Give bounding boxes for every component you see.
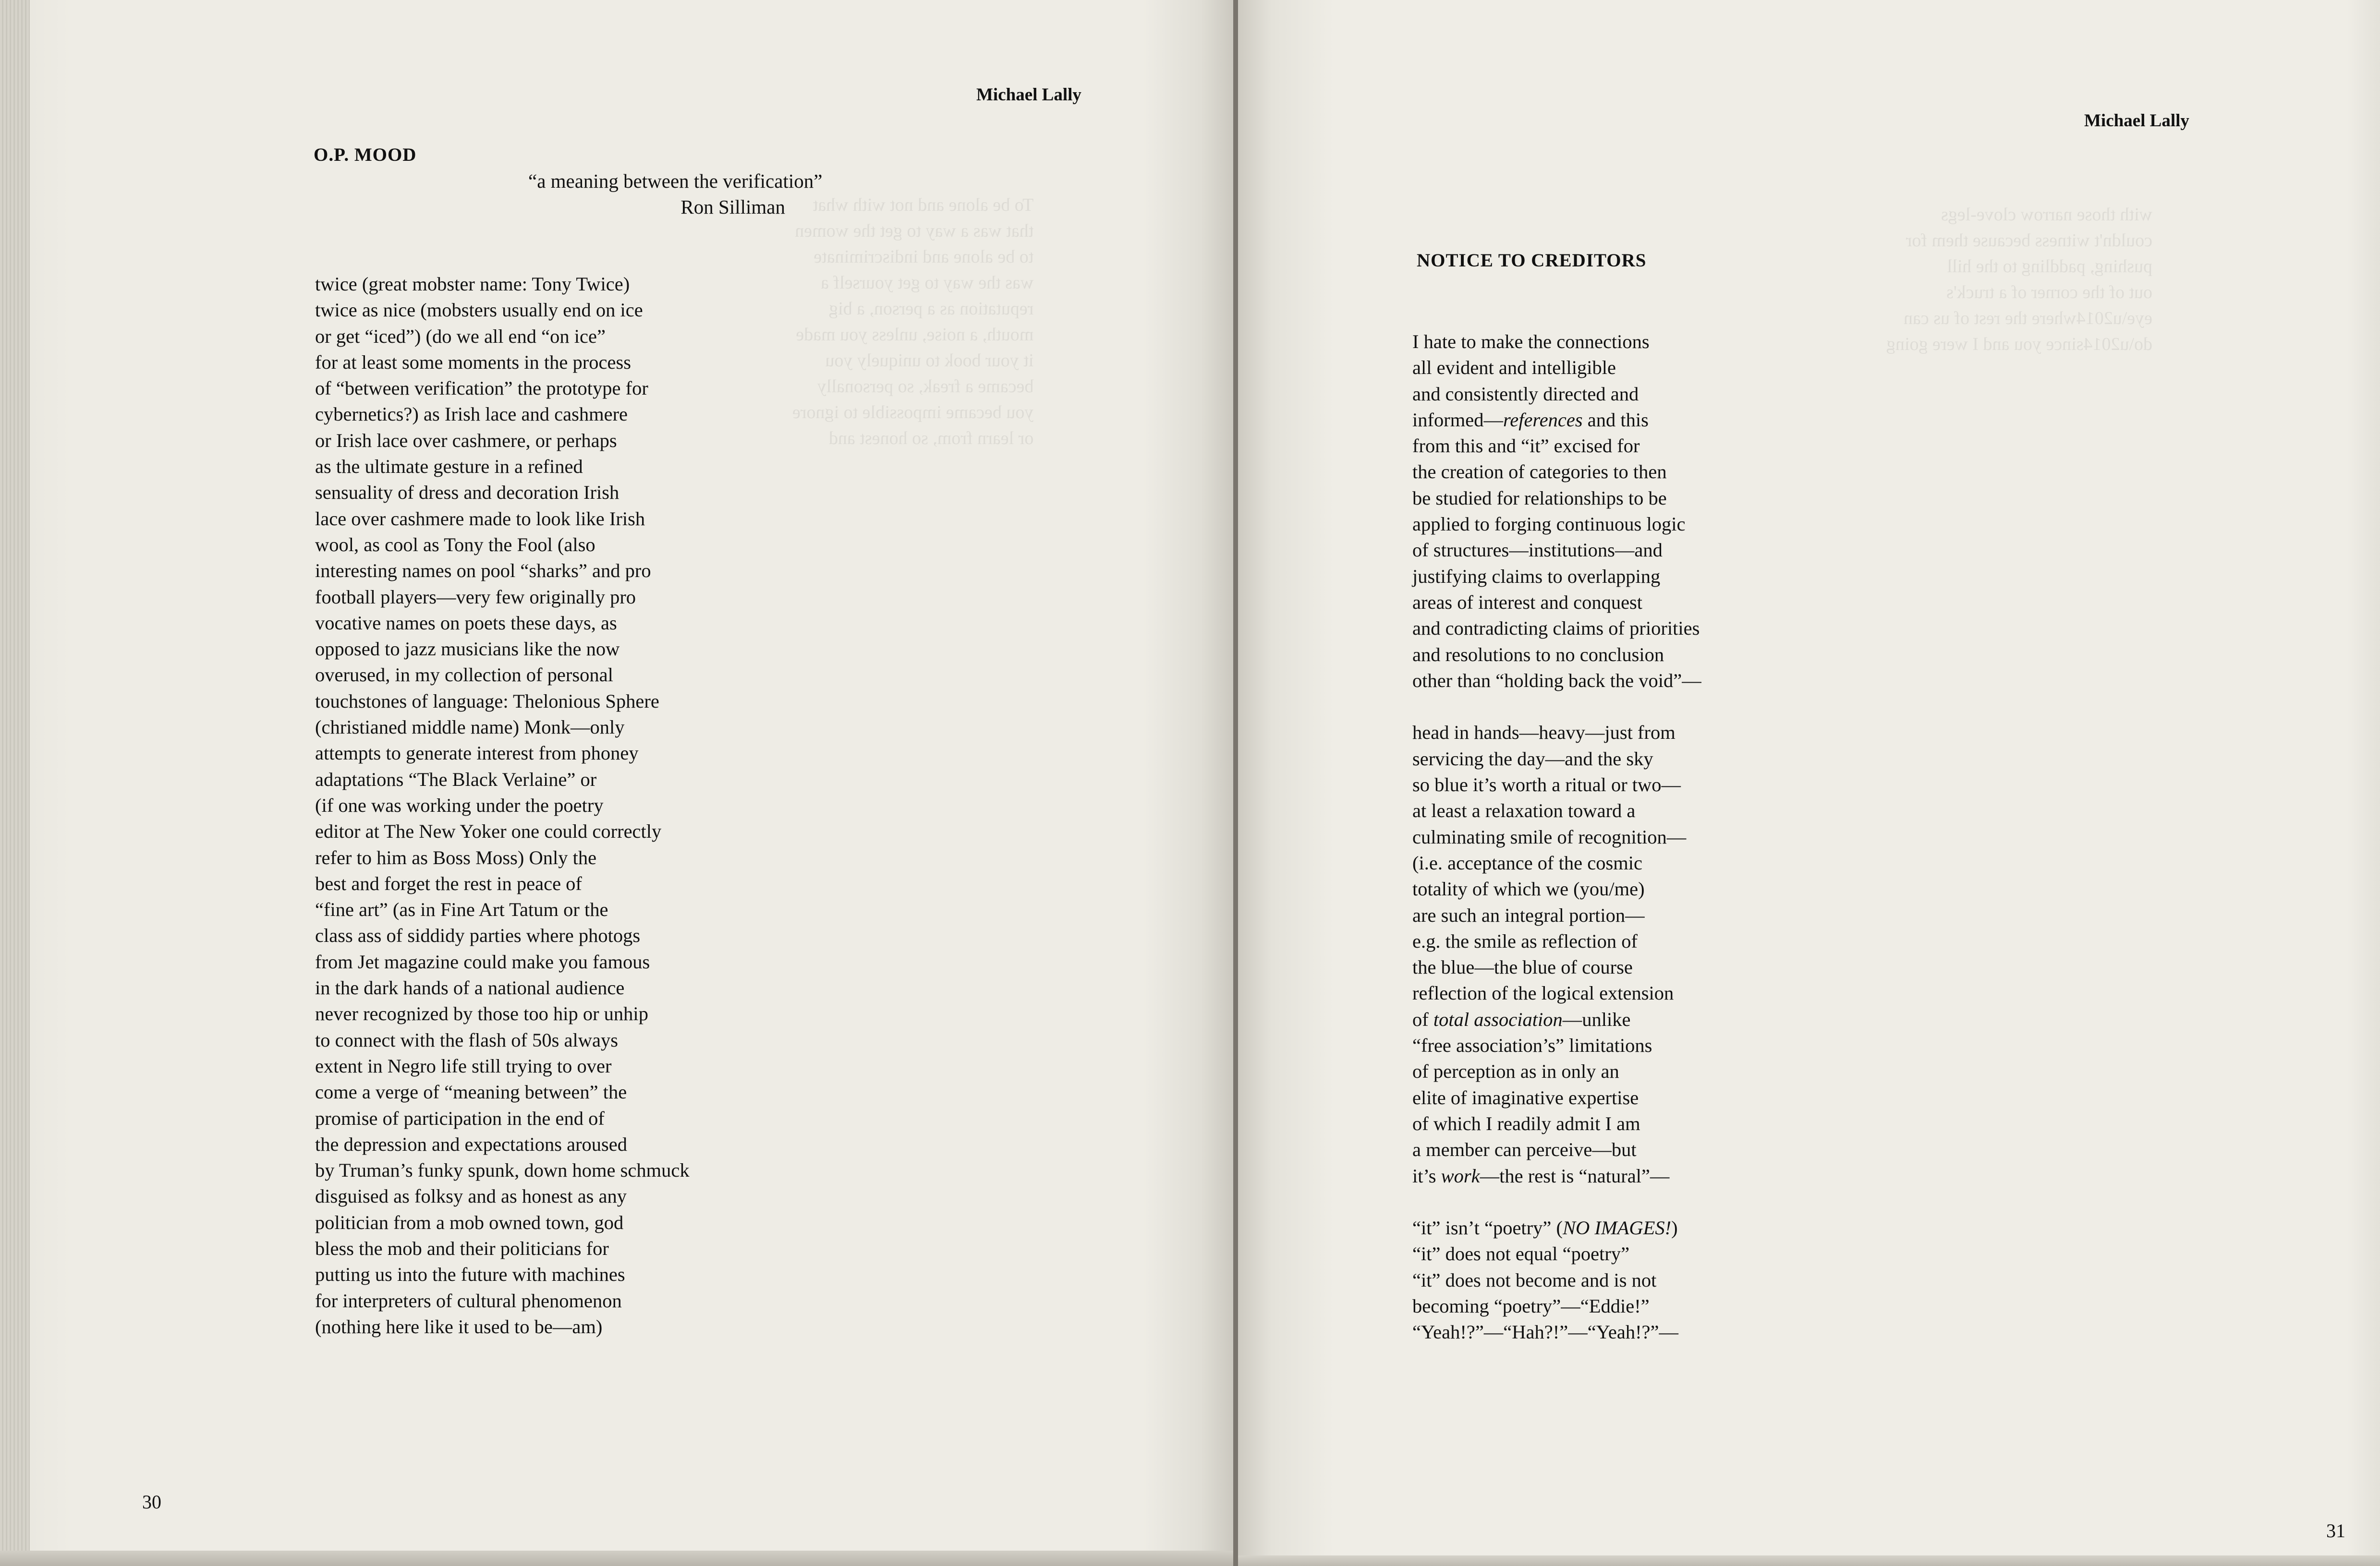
poem-line: servicing the day—and the sky <box>1412 747 1653 770</box>
poem-line: of “between verification” the prototype for <box>315 377 648 399</box>
poem-line: and consistently directed and <box>1412 383 1639 405</box>
poem-line: “free association’s” limitations <box>1412 1035 1652 1057</box>
poem-line: touchstones of language: Thelonious Sphere <box>315 690 659 712</box>
poem-line: applied to forging continuous logic <box>1412 513 1686 535</box>
poem-line: politician from a mob owned town, god <box>315 1211 624 1233</box>
poem-line: and resolutions to no conclusion <box>1412 643 1664 665</box>
poem-line: best and forget the rest in peace of <box>315 872 582 894</box>
poem-line: I hate to make the connections <box>1412 331 1650 352</box>
poem-line: editor at The New Yoker one could correctly <box>315 820 662 843</box>
poem-line: cybernetics?) as Irish lace and cashmere <box>315 403 628 425</box>
poem-line: vocative names on poets these days, as <box>315 612 617 634</box>
poem-line: so blue it’s worth a ritual or two— <box>1412 774 1681 796</box>
poem-line: putting us into the future with machines <box>315 1264 625 1286</box>
poem-line: promise of participation in the end of <box>315 1107 605 1129</box>
poem-line: bless the mob and their politicians for <box>315 1237 609 1259</box>
poem-line: football players—very few originally pro <box>315 586 636 608</box>
poem-line: are such an integral portion— <box>1412 904 1645 926</box>
poem-line: informed—references and this <box>1412 409 1649 431</box>
poem-line: from this and “it” excised for <box>1412 435 1640 457</box>
poem-line: it’s work—the rest is “natural”— <box>1412 1165 1670 1187</box>
poem-line: by Truman’s funky spunk, down home schmuck <box>315 1159 690 1181</box>
page-number: 31 <box>2326 1520 2345 1542</box>
epigraph-attribution: Ron Silliman <box>680 196 785 218</box>
poem-line: twice (great mobster name: Tony Twice) <box>315 273 630 295</box>
poem-line: the blue—the blue of course <box>1412 956 1633 978</box>
poem-line: of which I readily admit I am <box>1412 1112 1640 1134</box>
epigraph <box>528 168 822 220</box>
poem-line: “Yeah!?”—“Hah?!”—“Yeah!?”— <box>1412 1321 1679 1343</box>
show-through-text: To be alone and not with what that was a way to get the women to be alone and indiscriminate was the way to get yourself a reputation as a person, a big mouth, a noise, unless you made it your book to uniquely you became a freak, so personally you became impossible to ignore or learn from, so honest and <box>792 195 1034 448</box>
poem-line: of perception as in only an <box>1412 1060 1619 1083</box>
poem-line: never recognized by those too hip or unhip <box>315 1003 648 1025</box>
show-through-text: with those narrow clove-legs couldn't witness because them for pushing, paddling to the hill out of the corner of a truck's eye\u2014where the rest of us can do\u2014since you and I were going <box>1886 205 2153 354</box>
page-edges <box>0 0 30 1566</box>
poem-line: “it” does not become and is not <box>1412 1269 1657 1291</box>
poem-line: the creation of categories to then <box>1412 461 1667 483</box>
stanza-break <box>1412 1189 1701 1215</box>
poem-line: adaptations “The Black Verlaine” or <box>315 768 597 790</box>
poem-line: totality of which we (you/me) <box>1412 878 1645 900</box>
epigraph-quote: “a meaning between the verification” <box>528 170 823 192</box>
page-number: 30 <box>142 1491 161 1513</box>
poem-line: overused, in my collection of personal <box>315 664 613 686</box>
poem-line: disguised as folksy and as honest as any <box>315 1185 627 1207</box>
poem-line: other than “holding back the void”— <box>1412 669 1701 691</box>
poem-line: from Jet magazine could make you famous <box>315 951 650 973</box>
poem-line: the depression and expectations aroused <box>315 1133 628 1155</box>
poem-body <box>1412 329 1701 1346</box>
poem-line: wool, as cool as Tony the Fool (also <box>315 533 595 555</box>
poem-line: “it” isn’t “poetry” (NO IMAGES!) <box>1412 1217 1678 1239</box>
poem-line: for at least some moments in the process <box>315 351 631 373</box>
stanza-break <box>1412 694 1701 720</box>
poem-line: all evident and intelligible <box>1412 357 1616 379</box>
poem-line: a member can perceive—but <box>1412 1139 1637 1161</box>
running-head-author: Michael Lally <box>2084 111 2189 131</box>
poem-line: come a verge of “meaning between” the <box>315 1081 627 1103</box>
poem-line: culminating smile of recognition— <box>1412 826 1687 848</box>
poem-line: areas of interest and conquest <box>1412 591 1643 613</box>
page-edges-bottom <box>1238 1555 2380 1566</box>
right-page <box>1238 0 2380 1566</box>
poem-line: (christianed middle name) Monk—only <box>315 716 625 738</box>
poem-line: or get “iced”) (do we all end “on ice” <box>315 325 606 347</box>
poem-body <box>315 271 690 1340</box>
poem-line: of total association—unlike <box>1412 1008 1631 1030</box>
poem-line: attempts to generate interest from phoney <box>315 742 639 764</box>
poem-line: refer to him as Boss Moss) Only the <box>315 846 597 868</box>
poem-line: “it” does not equal “poetry” <box>1412 1243 1630 1265</box>
poem-line: be studied for relationships to be <box>1412 487 1667 509</box>
poem-line: “fine art” (as in Fine Art Tatum or the <box>315 899 608 921</box>
poem-line: in the dark hands of a national audience <box>315 977 625 999</box>
poem-title: NOTICE TO CREDITORS <box>1417 250 1647 271</box>
poem-line: opposed to jazz musicians like the now <box>315 638 620 660</box>
poem-line: (i.e. acceptance of the cosmic <box>1412 852 1642 874</box>
poem-line: class ass of siddidy parties where photogs <box>315 925 641 947</box>
poem-line: or Irish lace over cashmere, or perhaps <box>315 429 617 451</box>
poem-line: (if one was working under the poetry <box>315 794 604 816</box>
poem-title: O.P. MOOD <box>314 145 417 165</box>
poem-line: and contradicting claims of priorities <box>1412 617 1700 639</box>
poem-line: interesting names on pool “sharks” and pro <box>315 560 651 582</box>
poem-line: as the ultimate gesture in a refined <box>315 456 583 478</box>
running-head-author: Michael Lally <box>976 85 1081 105</box>
poem-line: e.g. the smile as reflection of <box>1412 930 1638 952</box>
poem-line: of structures—institutions—and <box>1412 539 1663 561</box>
poem-line: for interpreters of cultural phenomenon <box>315 1289 622 1312</box>
poem-line: to connect with the flash of 50s always <box>315 1029 618 1051</box>
poem-line: at least a relaxation toward a <box>1412 800 1636 822</box>
poem-line: elite of imaginative expertise <box>1412 1086 1639 1108</box>
poem-line: becoming “poetry”—“Eddie!” <box>1412 1295 1650 1317</box>
poem-line: twice as nice (mobsters usually end on ice <box>315 299 643 321</box>
poem-line: reflection of the logical extension <box>1412 982 1674 1004</box>
poem-line: head in hands—heavy—just from <box>1412 722 1676 744</box>
poem-line: extent in Negro life still trying to over <box>315 1055 612 1077</box>
poem-line: lace over cashmere made to look like Irish <box>315 507 645 530</box>
poem-line: (nothing here like it used to be—am) <box>315 1315 603 1337</box>
poem-line: justifying claims to overlapping <box>1412 565 1661 587</box>
page-edges-bottom <box>0 1551 1237 1566</box>
poem-line: sensuality of dress and decoration Irish <box>315 482 619 504</box>
